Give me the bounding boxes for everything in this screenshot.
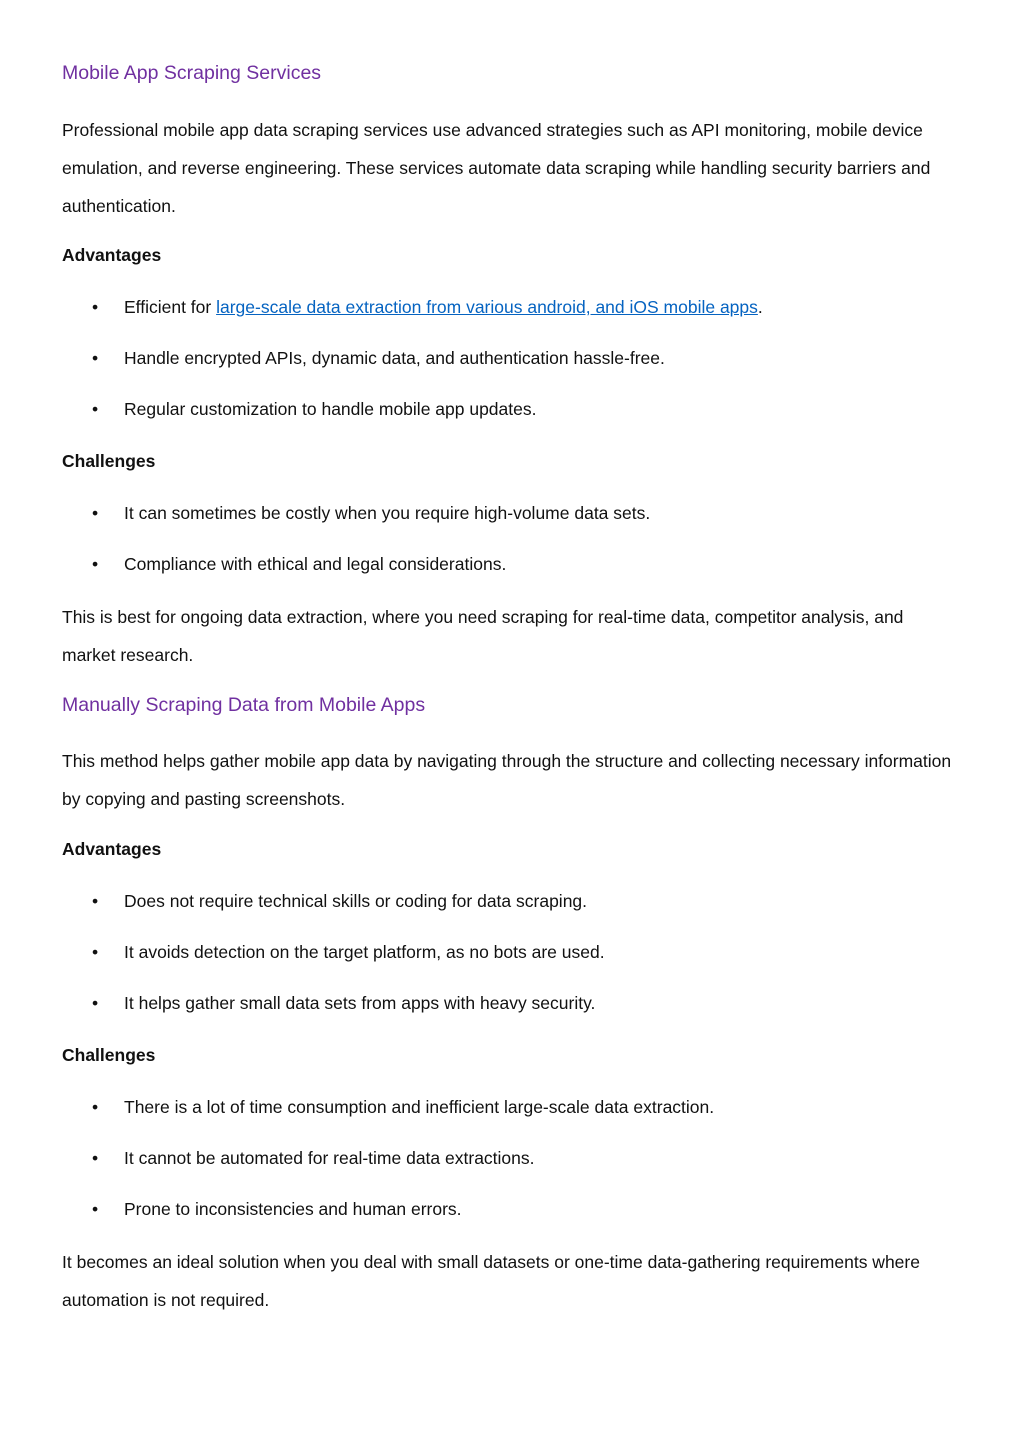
section1-advantage-item bbox=[62, 297, 957, 323]
section2-advantages-label: Advantages bbox=[62, 839, 162, 859]
section2-advantage-item bbox=[62, 942, 957, 968]
section2-intro-paragraph: This method helps gather mobile app data by navigating through the structure and collecting necessary information by copying and pasting screenshots. bbox=[62, 751, 952, 809]
section2-advantage-item bbox=[62, 993, 957, 1019]
bullet-text: It avoids detection on the target platform, as no bots are used. bbox=[124, 942, 605, 962]
section1-challenges-label: Challenges bbox=[62, 451, 156, 471]
bullet-icon: • bbox=[92, 1097, 99, 1117]
bullet-icon: • bbox=[92, 891, 99, 911]
bullet-text: It cannot be automated for real-time data extractions. bbox=[124, 1148, 535, 1168]
bullet-icon: • bbox=[92, 399, 99, 419]
section1-challenge-item bbox=[62, 554, 957, 580]
section2-advantage-item bbox=[62, 891, 957, 917]
section-heading-mobile-app-scraping-services: Mobile App Scraping Services bbox=[62, 62, 322, 84]
bullet-text: Prone to inconsistencies and human errors. bbox=[124, 1199, 462, 1219]
section2-challenge-item bbox=[62, 1199, 957, 1225]
section1-challenge-item bbox=[62, 503, 957, 529]
bullet-text: It can sometimes be costly when you require high-volume data sets. bbox=[124, 503, 651, 523]
bullet-text: It helps gather small data sets from apps with heavy security. bbox=[124, 993, 596, 1013]
bullet-icon: • bbox=[92, 503, 99, 523]
bullet-icon: • bbox=[92, 554, 99, 574]
section2-challenge-item bbox=[62, 1097, 957, 1123]
section2-challenges-label: Challenges bbox=[62, 1045, 156, 1065]
section2-challenge-item bbox=[62, 1148, 957, 1174]
bullet-text: Regular customization to handle mobile app updates. bbox=[124, 399, 537, 419]
bullet-text bbox=[124, 297, 763, 318]
advantage-prefix: Efficient for bbox=[124, 297, 217, 317]
bullet-text: Handle encrypted APIs, dynamic data, and authentication hassle-free. bbox=[124, 348, 665, 368]
section-heading-manually-scraping: Manually Scraping Data from Mobile Apps bbox=[62, 694, 426, 716]
bullet-icon: • bbox=[92, 1148, 99, 1168]
bullet-text: There is a lot of time consumption and inefficient large-scale data extraction. bbox=[124, 1097, 715, 1117]
bullet-text: Does not require technical skills or coding for data scraping. bbox=[124, 891, 588, 911]
bullet-icon: • bbox=[92, 297, 99, 317]
bullet-icon: • bbox=[92, 942, 99, 962]
large-scale-extraction-link[interactable]: large-scale data extraction from various android, and iOS mobile apps bbox=[216, 297, 758, 317]
section1-intro-paragraph: Professional mobile app data scraping services use advanced strategies such as API monitoring, mobile device emulation, and reverse engineering. These services automate data scraping while handling security barriers and authentication. bbox=[62, 120, 931, 216]
section1-summary-paragraph: This is best for ongoing data extraction, where you need scraping for real-time data, competitor analysis, and market research. bbox=[62, 607, 904, 665]
bullet-icon: • bbox=[92, 1199, 99, 1219]
section1-advantages-label: Advantages bbox=[62, 245, 162, 265]
bullet-text: Compliance with ethical and legal considerations. bbox=[124, 554, 507, 574]
section1-advantage-item bbox=[62, 399, 957, 425]
bullet-icon: • bbox=[92, 348, 99, 368]
section1-advantage-item bbox=[62, 348, 957, 374]
bullet-icon: • bbox=[92, 993, 99, 1013]
section2-summary-paragraph: It becomes an ideal solution when you deal with small datasets or one-time data-gathering requirements where automation is not required. bbox=[62, 1252, 920, 1310]
advantage-suffix: . bbox=[757, 297, 763, 317]
